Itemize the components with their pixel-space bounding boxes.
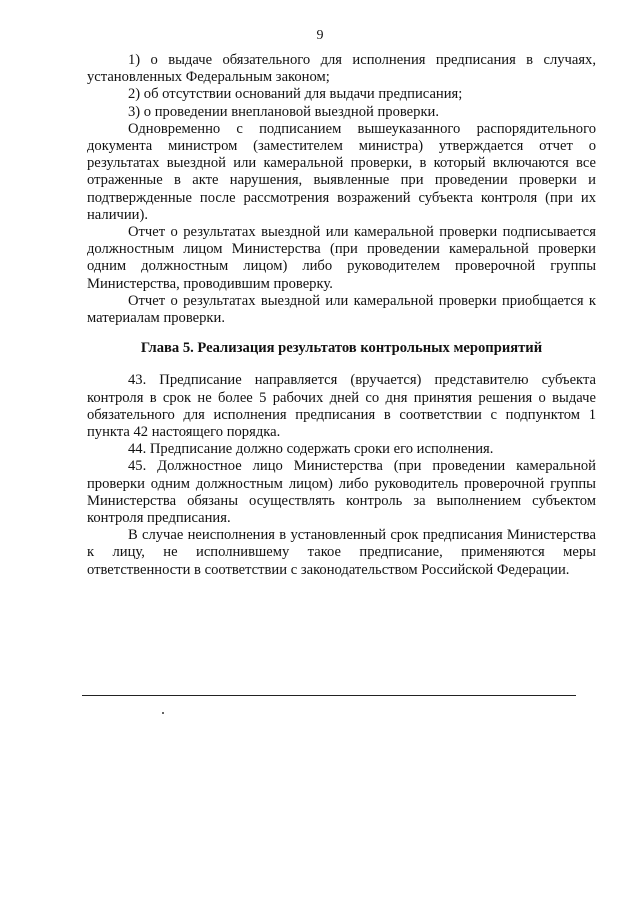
document-body — [87, 52, 596, 579]
paragraph-report-signing: Отчет о результатах выездной или камеральной проверки подписывается должностным лицом Министерства (при проведении камеральной проверки одним должностным лицом) либо руководителем проверочной группы Министерства, проводившим проверку. — [87, 224, 596, 292]
ink-dot — [162, 712, 164, 714]
paragraph-43: 43. Предписание направляется (вручается) представителю субъекта контроля в срок не более 5 рабочих дней со дня принятия решения о выдаче обязательного для исполнения предписания в соответствии с подпунктом 1 пункта 42 настоящего порядка. — [87, 372, 596, 441]
paragraph-item-2: 2) об отсутствии оснований для выдачи предписания; — [128, 86, 463, 103]
paragraph-report-approval: Одновременно с подписанием вышеуказанного распорядительного документа министром (заместителем министра) утверждается отчет о результатах выездной или камеральной проверки, в который включаются все отраженные в акте нарушения, выявленные при проведении проверки и подтвержденные после рассмотрения возражений субъекта контроля (при их наличии). — [87, 120, 596, 223]
paragraph-item-1: 1) о выдаче обязательного для исполнения предписания в случаях, установленных Федеральным законом; — [87, 52, 596, 86]
paragraph-non-compliance: В случае неисполнения в установленный срок предписания Министерства к лицу, не исполнившему такое предписание, применяются меры ответственности в соответствии с законодательством Российской Федерации. — [87, 527, 596, 578]
chapter-heading: Глава 5. Реализация результатов контрольных мероприятий — [140, 340, 543, 357]
paragraph-45: 45. Должностное лицо Министерства (при проведении камеральной проверки одним должностным лицом) либо руководитель проверочной группы Министерства обязаны осуществлять контроль за выполнением субъектом контроля предписания. — [87, 458, 596, 527]
paragraph-44: 44. Предписание должно содержать сроки его исполнения. — [128, 441, 494, 458]
paragraph-item-3: 3) о проведении внеплановой выездной проверки. — [128, 103, 440, 120]
footer-divider — [82, 695, 576, 696]
page-number: 9 — [316, 28, 324, 43]
paragraph-report-attachment: Отчет о результатах выездной или камеральной проверки приобщается к материалам проверки. — [87, 292, 596, 327]
